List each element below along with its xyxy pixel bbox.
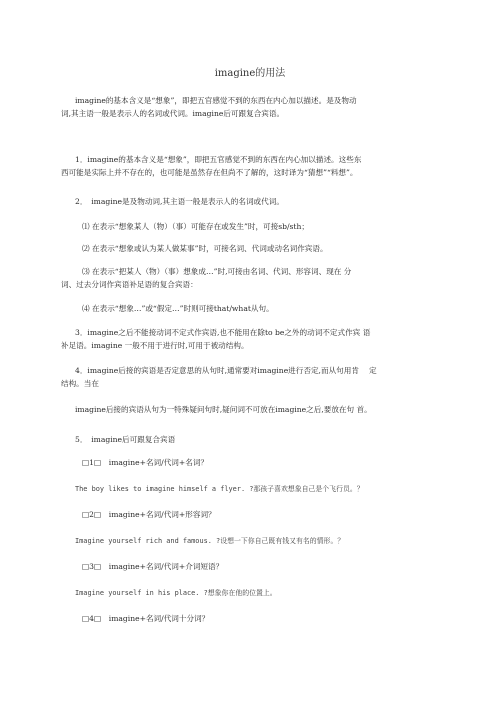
sub-point-1: ⑴ 在表示“想象某人（物）（事）可能存在或发生”时，可接sb/sth； [82,222,309,231]
sub-point-3-line-1: ⑶ 在表示“把某人（物）（事）想象成…”时,可接由名词、代词、形容词、现在 分 [82,267,352,276]
example-3: Imagine yourself in his place. ?想象你在他的位置上。 [75,589,277,597]
example-2: Imagine yourself rich and famous. ?设想一下你自己既有钱又有名的情形。？ [75,537,345,545]
point-4-line-1: 4．imagine后接的宾语是否定意思的从句时,通常要对imagine进行否定,而从句用肯 定 [75,366,377,375]
pattern-1: □1□ imagine+名词/代词+名词？ [82,458,209,467]
point-3-line-2: 补足语。imagine 一般不用于进行时,可用于被动结构。 [61,341,249,350]
example-1: The boy likes to imagine himself a flyer. ?那孩子喜欢想象自己是个飞行员。？ [75,485,364,493]
pattern-2: □2□ imagine+名词/代词+形容词？ [82,510,216,519]
point-2-line: 2． imagine是及物动词,其主语一般是表示人的名词或代词。 [75,197,284,206]
pattern-4: □4□ imagine+名词/代词十分词？ [82,614,210,623]
sub-point-4: ⑷ 在表示“想象…”或“假定…”时则可接that/what从句。 [82,304,274,313]
point-4-line-3: imagine后接的宾语从句为一特殊疑问句时,疑问词不可放在imagine之后,要放在句 首。 [75,405,372,414]
pattern-3: □3□ imagine+名词/代词+介词短语？ [82,562,224,571]
intro-line-1: imagine的基本含义是“想象”，即把五官感觉不到的东西在内心加以描述。是及物动 [75,96,357,105]
point-3-line-1: 3．imagine之后不能接动词不定式作宾语,也不能用在除to be之外的动词不定式作宾 语 [75,328,371,337]
page-title: imagine的用法 [214,68,286,79]
point-1-line-1: 1．imagine的基本含义是“想象”，即把五官感觉不到的东西在内心加以描述。这些东 [75,155,362,164]
sub-point-3-line-2: 词、过去分词作宾语补足语的复合宾语： [61,280,198,289]
point-1-line-2: 西可能是实际上并不存在的，也可能是虽然存在但尚不了解的，这时译为“猜想”“料想”。 [61,168,358,177]
point-5-line: 5． imagine后可跟复合宾语 [75,435,176,444]
point-4-line-2: 结构。当在 [61,379,99,388]
intro-line-2: 词,其主语一般是表示人的名词或代词。imagine后可跟复合宾语。 [61,109,285,118]
sub-point-2: ⑵ 在表示“想象或认为某人做某事”时，可接名词、代词或动名词作宾语。 [82,244,328,253]
